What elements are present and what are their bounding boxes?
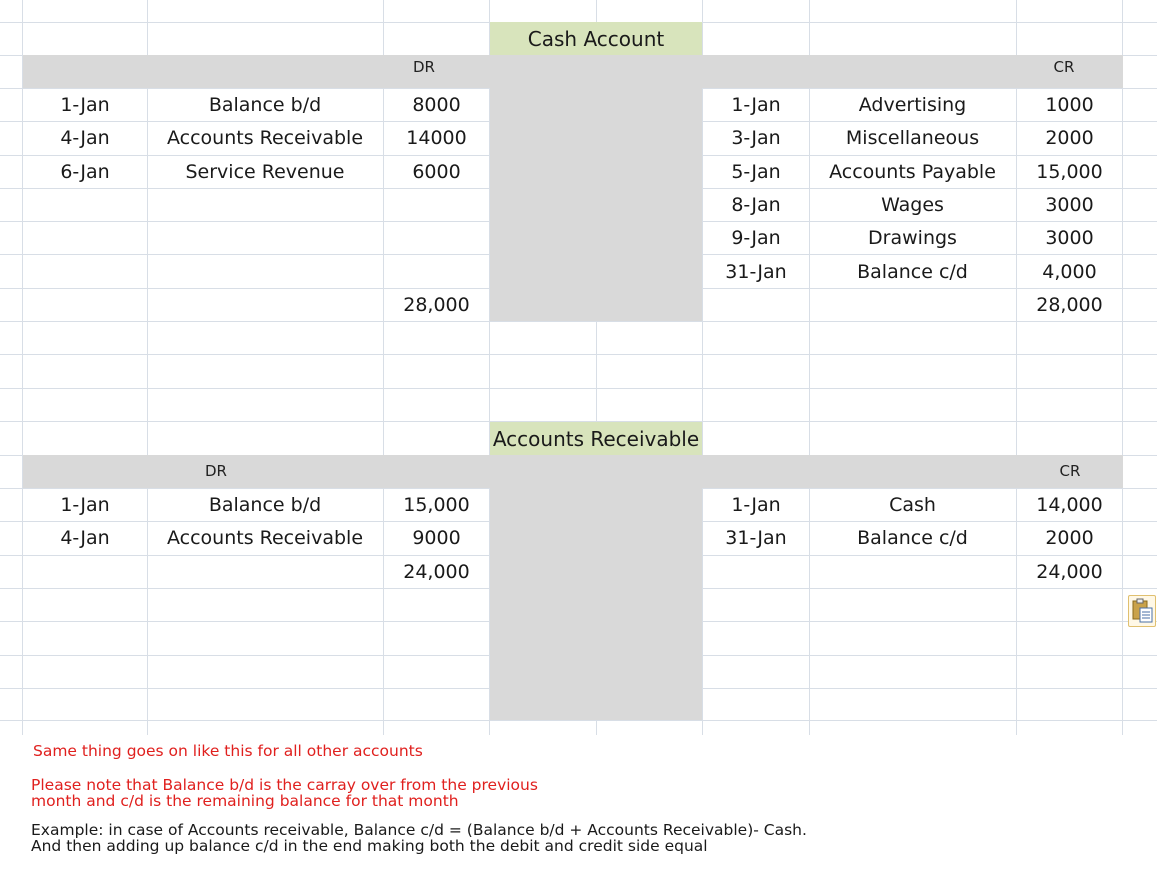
credit-total-cell[interactable]: 28,000 [1036, 294, 1103, 316]
credit-amount-cell[interactable]: 2000 [1045, 127, 1094, 150]
credit-date-cell[interactable]: 8-Jan [731, 193, 781, 216]
credit-amount-cell[interactable]: 2000 [1045, 527, 1094, 550]
debit-description-cell[interactable]: Accounts Receivable [166, 127, 364, 150]
debit-description-cell[interactable]: Balance b/d [208, 94, 322, 116]
debit-total-cell[interactable]: 24,000 [403, 561, 470, 583]
credit-amount-cell[interactable]: 14,000 [1036, 494, 1103, 516]
credit-date-cell[interactable]: 3-Jan [731, 127, 781, 150]
credit-amount-cell[interactable]: 3000 [1045, 193, 1094, 216]
credit-description-cell[interactable]: Advertising [858, 94, 967, 116]
debit-description-cell[interactable]: Service Revenue [185, 160, 345, 183]
debit-date-cell[interactable]: 1-Jan [60, 494, 110, 516]
debit-date-cell[interactable]: 6-Jan [60, 160, 110, 183]
credit-description-cell[interactable]: Miscellaneous [845, 127, 980, 150]
credit-date-cell[interactable]: 31-Jan [725, 260, 787, 283]
credit-date-cell[interactable]: 5-Jan [731, 160, 781, 183]
note-all-accounts: Same thing goes on like this for all other accounts [33, 742, 423, 760]
credit-description-cell[interactable]: Balance c/d [857, 527, 968, 550]
note-example: Example: in case of Accounts receivable, Balance c/d = (Balance b/d + Accounts Receivable)- Cash. And then adding up balance c/d in the end making both the debit and credit side equal [31, 821, 807, 855]
credit-date-cell[interactable]: 31-Jan [725, 527, 787, 550]
cash-account-title: Cash Account [490, 22, 702, 55]
debit-description-cell[interactable]: Balance b/d [208, 494, 322, 516]
debit-total-cell[interactable]: 28,000 [403, 294, 470, 316]
credit-amount-cell[interactable]: 3000 [1045, 227, 1094, 250]
cash-center-band [490, 88, 702, 321]
credit-total-cell[interactable]: 24,000 [1036, 561, 1103, 583]
cash-dr-label: DR [413, 58, 435, 76]
paste-options-icon[interactable] [1128, 595, 1156, 627]
debit-date-cell[interactable]: 4-Jan [60, 127, 110, 150]
debit-amount-cell[interactable]: 6000 [412, 160, 461, 183]
debit-amount-cell[interactable]: 8000 [412, 94, 461, 116]
credit-date-cell[interactable]: 1-Jan [731, 494, 781, 516]
ar-dr-label: DR [205, 462, 227, 480]
credit-description-cell[interactable]: Wages [881, 193, 944, 216]
credit-amount-cell[interactable]: 4,000 [1042, 260, 1097, 283]
debit-amount-cell[interactable]: 14000 [406, 127, 467, 150]
credit-description-cell[interactable]: Cash [889, 494, 936, 516]
ar-account-title: Accounts Receivable [490, 422, 702, 455]
credit-date-cell[interactable]: 9-Jan [731, 227, 781, 250]
cash-cr-label: CR [1053, 58, 1075, 76]
debit-description-cell[interactable]: Accounts Receivable [166, 527, 364, 550]
cash-header-band [23, 55, 1123, 88]
credit-description-cell[interactable]: Drawings [868, 227, 957, 250]
ar-center-band [490, 488, 702, 720]
debit-amount-cell[interactable]: 15,000 [403, 494, 470, 516]
credit-date-cell[interactable]: 1-Jan [731, 94, 781, 116]
credit-amount-cell[interactable]: 1000 [1045, 94, 1094, 116]
credit-description-cell[interactable]: Balance c/d [857, 260, 968, 283]
debit-date-cell[interactable]: 4-Jan [60, 527, 110, 550]
debit-amount-cell[interactable]: 9000 [412, 527, 461, 550]
ar-cr-label: CR [1059, 462, 1081, 480]
debit-date-cell[interactable]: 1-Jan [60, 94, 110, 116]
credit-amount-cell[interactable]: 15,000 [1036, 160, 1103, 183]
credit-description-cell[interactable]: Accounts Payable [829, 160, 996, 183]
note-balance-explanation: Please note that Balance b/d is the carray over from the previous month and c/d is the remaining balance for that month [31, 776, 538, 810]
